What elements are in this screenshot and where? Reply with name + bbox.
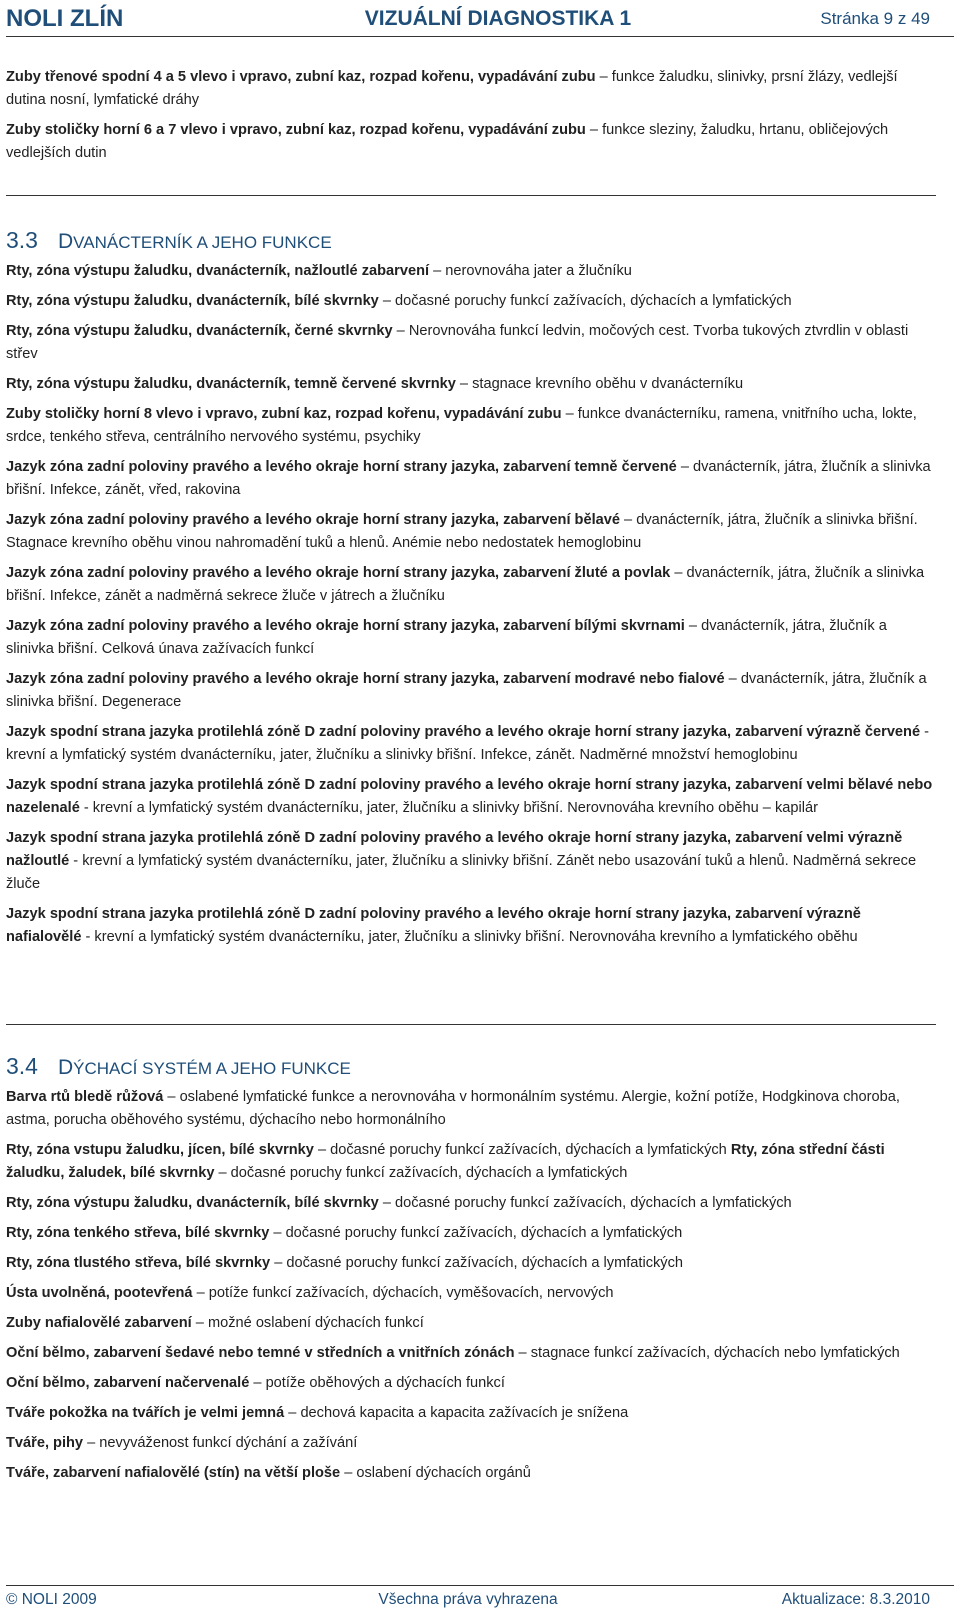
paragraph: Tváře, pihy – nevyváženost funkcí dýchání a zažívání — [6, 1435, 358, 1451]
section-3-3 — [6, 227, 936, 956]
paragraph: Jazyk zóna zadní poloviny pravého a levého okraje horní strany jazyka, zabarvení modravé nebo fialové – dvanácterník, játra, žlučník a slinivka břišní. Degenerace — [6, 671, 927, 710]
paragraph: Tváře, zabarvení nafialovělé (stín) na větší ploše – oslabení dýchacích orgánů — [6, 1465, 531, 1481]
footer-updated: Aktualizace: 8.3.2010 — [781, 1591, 930, 1608]
page-footer — [6, 1585, 954, 1614]
paragraph: Jazyk spodní strana jazyka protilehlá zóně D zadní poloviny pravého a levého okraje horní strany jazyka, zabarvení výrazně nafialovělé - krevní a lymfatický systém dvanácterníku, jater, žlučníku a slinivky břišní. Nerovnováha krevního a lymfatického oběhu — [6, 906, 861, 945]
paragraph: Rty, zóna výstupu žaludku, dvanácterník, nažloutlé zabarvení – nerovnováha jater a žlučníku — [6, 263, 632, 279]
paragraph: Rty, zóna vstupu žaludku, jícen, bílé skvrnky – dočasné poruchy funkcí zažívacích, dýchacích a lymfatických Rty, zóna střední části žaludku, žaludek, bílé skvrnky – dočasné poruchy funkcí zažívacích, dýchacích a lymfatických — [6, 1142, 885, 1181]
paragraph: Rty, zóna tenkého střeva, bílé skvrnky – dočasné poruchy funkcí zažívacích, dýchacích a lymfatických — [6, 1225, 683, 1241]
intro-block — [6, 66, 936, 172]
paragraph: Jazyk spodní strana jazyka protilehlá zóně D zadní poloviny pravého a levého okraje horní strany jazyka, zabarvení velmi výrazně nažloutlé - krevní a lymfatický systém dvanácterníku, jater, žlučníku a slinivky břišní. Zánět nebo usazování tuků a hlenů. Nadměrná sekrece žluče — [6, 830, 917, 892]
page-header — [6, 2, 954, 37]
section-heading: 3.4 D ÝCHACÍ SYSTÉM A JEHO FUNKCE — [6, 1053, 351, 1079]
paragraph: Rty, zóna výstupu žaludku, dvanácterník, temně červené skvrnky – stagnace krevního oběhu v dvanácterníku — [6, 376, 744, 392]
paragraph: Jazyk zóna zadní poloviny pravého a levého okraje horní strany jazyka, zabarvení žluté a povlak – dvanácterník, játra, žlučník a slinivka břišní. Infekce, zánět a nadměrná sekrece žluče v játrech a žlučníku — [6, 565, 925, 604]
paragraph: Zuby nafialovělé zabarvení – možné oslabení dýchacích funkcí — [6, 1315, 424, 1331]
paragraph: Oční bělmo, zabarvení načervenalé – potíže oběhových a dýchacích funkcí — [6, 1375, 505, 1391]
paragraph: Oční bělmo, zabarvení šedavé nebo temné v středních a vnitřních zónách – stagnace funkcí zažívacích, dýchacích nebo lymfatických — [6, 1345, 900, 1361]
section-divider — [6, 195, 936, 196]
paragraph: Rty, zóna výstupu žaludku, dvanácterník, černé skvrnky – Nerovnováha funkcí ledvin, močových cest. Tvorba tukových ztvrdlin v oblasti střev — [6, 323, 909, 362]
paragraph: Barva rtů bledě růžová – oslabené lymfatické funkce a nerovnováha v hormonálním systému. Alergie, kožní potíže, Hodgkinova choroba, astma, porucha oběhového systému, dýchacího nebo hormonálního — [6, 1089, 900, 1128]
section-divider — [6, 1024, 936, 1025]
paragraph: Jazyk zóna zadní poloviny pravého a levého okraje horní strany jazyka, zabarvení bělavé – dvanácterník, játra, žlučník a slinivka břišní. Stagnace krevního oběhu vinou nahromadění tuků a hlenů. Anémie nebo nedostatek hemoglobinu — [6, 512, 918, 551]
paragraph: Rty, zóna výstupu žaludku, dvanácterník, bílé skvrnky – dočasné poruchy funkcí zažívacích, dýchacích a lymfatických — [6, 293, 792, 309]
header-org: NOLI ZLÍN — [6, 5, 124, 32]
section-3-4 — [6, 1053, 936, 1492]
paragraph: Rty, zóna výstupu žaludku, dvanácterník, bílé skvrnky – dočasné poruchy funkcí zažívacích, dýchacích a lymfatických — [6, 1195, 792, 1211]
header-title: VIZUÁLNÍ DIAGNOSTIKA 1 — [364, 7, 632, 30]
header-page-number: Stránka 9 z 49 — [820, 9, 930, 28]
paragraph: Zuby třenové spodní 4 a 5 vlevo i vpravo, zubní kaz, rozpad kořenu, vypadávání zubu – funkce žaludku, slinivky, prsní žlázy, vedlejší dutina nosní, lymfatické dráhy — [6, 69, 898, 108]
paragraph: Tváře pokožka na tvářích je velmi jemná – dechová kapacita a kapacita zažívacích je snížena — [6, 1405, 629, 1421]
paragraph: Jazyk spodní strana jazyka protilehlá zóně D zadní poloviny pravého a levého okraje horní strany jazyka, zabarvení výrazně červené - krevní a lymfatický systém dvanácterníku, jater, žlučníku a slinivky břišní. Infekce, zánět. Nadměrné množství hemoglobinu — [6, 724, 929, 763]
paragraph: Jazyk spodní strana jazyka protilehlá zóně D zadní poloviny pravého a levého okraje horní strany jazyka, zabarvení velmi bělavé nebo nazelenalé - krevní a lymfatický systém dvanácterníku, jater, žlučníku a slinivky břišní. Nerovnováha krevního oběhu – kapilár — [6, 777, 933, 816]
footer-copyright: © NOLI 2009 — [6, 1591, 97, 1608]
paragraph: Jazyk zóna zadní poloviny pravého a levého okraje horní strany jazyka, zabarvení temně červené – dvanácterník, játra, žlučník a slinivka břišní. Infekce, zánět, vřed, rakovina — [6, 459, 931, 498]
paragraph: Zuby stoličky horní 8 vlevo i vpravo, zubní kaz, rozpad kořenu, vypadávání zubu – funkce dvanácterníku, ramena, vnitřního ucha, lokte, srdce, tenkého střeva, centrálního nervového systému, psychiky — [6, 406, 917, 445]
footer-rights: Všechna práva vyhrazena — [378, 1591, 558, 1608]
paragraph: Ústa uvolněná, pootevřená – potíže funkcí zažívacích, dýchacích, vyměšovacích, nervových — [6, 1285, 614, 1301]
section-heading: 3.3 D VANÁCTERNÍK A JEHO FUNKCE — [6, 227, 332, 253]
paragraph: Jazyk zóna zadní poloviny pravého a levého okraje horní strany jazyka, zabarvení bílými skvrnami – dvanácterník, játra, žlučník a slinivka břišní. Celková únava zažívacích funkcí — [6, 618, 887, 657]
paragraph: Rty, zóna tlustého střeva, bílé skvrnky – dočasné poruchy funkcí zažívacích, dýchacích a lymfatických — [6, 1255, 684, 1271]
paragraph: Zuby stoličky horní 6 a 7 vlevo i vpravo, zubní kaz, rozpad kořenu, vypadávání zubu – funkce sleziny, žaludku, hrtanu, obličejových vedlejších dutin — [6, 122, 889, 161]
